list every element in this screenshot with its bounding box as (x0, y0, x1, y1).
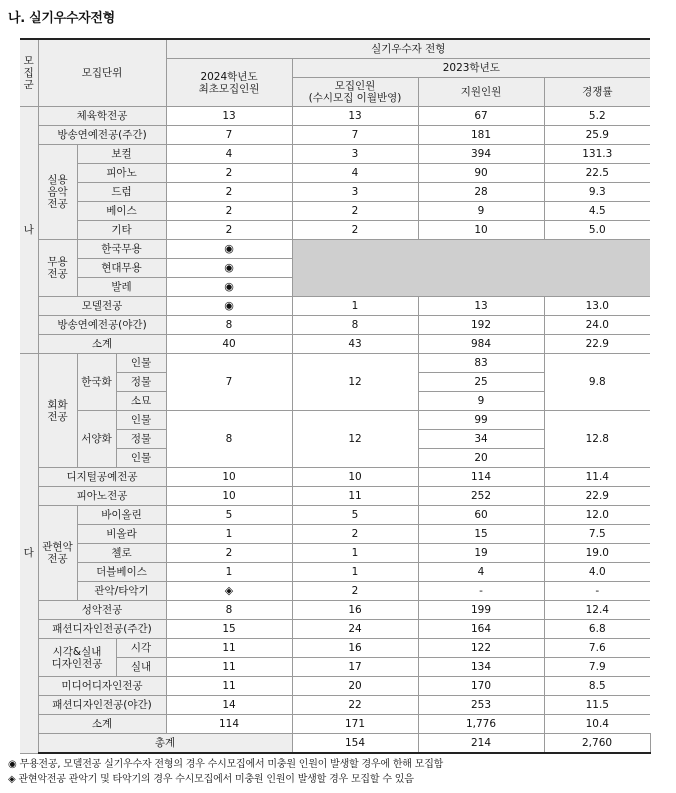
cell-applicants: 1,776 (418, 715, 544, 734)
table-row (20, 544, 650, 563)
total-row (20, 734, 650, 754)
cell-2024: 8 (166, 316, 292, 335)
cell-comp: 4.5 (544, 202, 650, 221)
cell-comp: 7.5 (544, 525, 650, 544)
cell-comp: 22.9 (544, 487, 650, 506)
cell-applicants: 13 (418, 297, 544, 316)
not-applicable-area (292, 240, 650, 297)
cell-applicants: 252 (418, 487, 544, 506)
table-row (20, 563, 650, 582)
cell-recruit: 12 (292, 411, 418, 468)
cell-comp: 4.0 (544, 563, 650, 582)
table-row (20, 411, 650, 430)
circle-mark-icon: ◉ (166, 297, 292, 316)
unit-name: 패션디자인전공(주간) (38, 620, 166, 639)
circle-mark-icon: ◉ (166, 259, 292, 278)
applied-music-group: 실용 음악 전공 (38, 145, 77, 240)
cell-applicants: 34 (418, 430, 544, 449)
cell-2024: 1 (166, 525, 292, 544)
unit-name: 바이올린 (77, 506, 166, 525)
table-row (20, 221, 650, 240)
unit-name: 서양화 (77, 411, 116, 468)
table-row (20, 468, 650, 487)
unit-name: 방송연예전공(야간) (38, 316, 166, 335)
sub-unit-name: 정물 (116, 430, 166, 449)
header-unit: 모집단위 (38, 39, 166, 107)
cell-recruit: 10 (292, 468, 418, 487)
cell-comp: 25.9 (544, 126, 650, 145)
cell-recruit: 3 (292, 183, 418, 202)
group-na: 나 (20, 107, 38, 354)
unit-name: 첼로 (77, 544, 166, 563)
total-label: 총계 (38, 734, 292, 754)
cell-applicants: 9 (418, 202, 544, 221)
cell-2024: 4 (166, 145, 292, 164)
cell-2024: 2 (166, 183, 292, 202)
cell-comp: 19.0 (544, 544, 650, 563)
cell-recruit: 16 (292, 639, 418, 658)
cell-comp: 22.5 (544, 164, 650, 183)
cell-comp: 11.4 (544, 468, 650, 487)
diamond-mark-icon: ◈ (166, 582, 292, 601)
cell-2024: 11 (166, 658, 292, 677)
header-group: 모 집 군 (20, 39, 38, 107)
table-row (20, 677, 650, 696)
table-row (20, 297, 650, 316)
table-row (20, 183, 650, 202)
admission-table (20, 38, 650, 754)
unit-name: 패션디자인전공(야간) (38, 696, 166, 715)
cell-recruit: 16 (292, 601, 418, 620)
cell-recruit: 11 (292, 487, 418, 506)
unit-name: 피아노전공 (38, 487, 166, 506)
cell-applicants: 90 (418, 164, 544, 183)
cell-2024: 40 (166, 335, 292, 354)
cell-2024: 5 (166, 506, 292, 525)
visual-design-group: 시각&실내 디자인전공 (38, 639, 116, 677)
circle-mark-icon: ◉ (166, 240, 292, 259)
table-row (20, 354, 650, 373)
cell-comp: 12.8 (544, 411, 650, 468)
sub-unit-name: 인물 (116, 449, 166, 468)
cell-2024: 114 (166, 715, 292, 734)
cell-2024: 14 (166, 696, 292, 715)
cell-2024: 2 (166, 164, 292, 183)
cell-applicants: 192 (418, 316, 544, 335)
cell-recruit: 13 (292, 107, 418, 126)
cell-recruit: 2 (292, 525, 418, 544)
cell-2024: 2 (166, 202, 292, 221)
header-competition: 경쟁률 (544, 78, 650, 107)
cell-applicants: 164 (418, 620, 544, 639)
table-row (20, 620, 650, 639)
subtotal-row (20, 335, 650, 354)
cell-recruit: 24 (292, 620, 418, 639)
cell-comp: 131.3 (544, 145, 650, 164)
cell-recruit: 43 (292, 335, 418, 354)
cell-recruit: 3 (292, 145, 418, 164)
cell-applicants: 25 (418, 373, 544, 392)
unit-name: 드럼 (77, 183, 166, 202)
cell-recruit: 2 (292, 221, 418, 240)
cell-recruit: 7 (292, 126, 418, 145)
cell-comp: 11.5 (544, 696, 650, 715)
cell-2024: 11 (166, 639, 292, 658)
cell-recruit: 20 (292, 677, 418, 696)
cell-applicants: 170 (418, 677, 544, 696)
cell-comp: - (544, 582, 650, 601)
table-row (20, 506, 650, 525)
cell-2024: 1 (166, 563, 292, 582)
cell-applicants: 28 (418, 183, 544, 202)
cell-applicants: 181 (418, 126, 544, 145)
subtotal-row (20, 715, 650, 734)
cell-comp: 12.4 (544, 601, 650, 620)
sub-unit-name: 정물 (116, 373, 166, 392)
cell-2024: 10 (166, 468, 292, 487)
unit-name: 체육학전공 (38, 107, 166, 126)
dance-group: 무용 전공 (38, 240, 77, 297)
cell-2024: 8 (166, 601, 292, 620)
cell-applicants: 394 (418, 145, 544, 164)
sub-unit-name: 인물 (116, 354, 166, 373)
cell-applicants: 83 (418, 354, 544, 373)
cell-applicants: 20 (418, 449, 544, 468)
cell-comp: 5.2 (544, 107, 650, 126)
cell-2024: 7 (166, 354, 292, 411)
cell-recruit: 8 (292, 316, 418, 335)
cell-2024: 2 (166, 544, 292, 563)
cell-applicants: 19 (418, 544, 544, 563)
cell-2024: 2 (166, 221, 292, 240)
cell-2024: 11 (166, 677, 292, 696)
unit-name: 베이스 (77, 202, 166, 221)
cell-recruit: 2 (292, 202, 418, 221)
unit-name: 성악전공 (38, 601, 166, 620)
unit-name: 기타 (77, 221, 166, 240)
cell-recruit: 1 (292, 563, 418, 582)
cell-applicants: 60 (418, 506, 544, 525)
cell-applicants: 199 (418, 601, 544, 620)
sub-unit-name: 소묘 (116, 392, 166, 411)
cell-applicants: 4 (418, 563, 544, 582)
cell-applicants: 253 (418, 696, 544, 715)
table-row (20, 164, 650, 183)
cell-2024: 7 (166, 126, 292, 145)
orchestra-group: 관현악 전공 (38, 506, 77, 601)
table-row (20, 696, 650, 715)
cell-comp: 6.8 (544, 620, 650, 639)
subtotal-label: 소계 (38, 715, 166, 734)
cell-comp: 10.4 (544, 715, 650, 734)
header-2023: 2023학년도 (292, 59, 650, 78)
header-exam: 실기우수자 전형 (166, 39, 650, 59)
cell-applicants: 67 (418, 107, 544, 126)
cell-comp: 7.9 (544, 658, 650, 677)
table-row (20, 126, 650, 145)
footnotes (8, 757, 443, 787)
table-row (20, 145, 650, 164)
cell-applicants: 9 (418, 392, 544, 411)
unit-name: 한국화 (77, 354, 116, 411)
cell-recruit: 171 (292, 715, 418, 734)
cell-2024: 15 (166, 620, 292, 639)
cell-comp: 5.0 (544, 221, 650, 240)
cell-comp: 9.8 (544, 354, 650, 411)
cell-2024: 8 (166, 411, 292, 468)
sub-unit-name: 인물 (116, 411, 166, 430)
cell-comp: 7.6 (544, 639, 650, 658)
cell-applicants: 114 (418, 468, 544, 487)
cell-applicants: - (418, 582, 544, 601)
unit-name: 한국무용 (77, 240, 166, 259)
unit-name: 디지털공예전공 (38, 468, 166, 487)
header-row-1 (20, 39, 650, 59)
table-row (20, 316, 650, 335)
cell-applicants: 2,760 (544, 734, 650, 754)
cell-comp: 24.0 (544, 316, 650, 335)
unit-name: 피아노 (77, 164, 166, 183)
circle-mark-icon: ◉ (166, 278, 292, 297)
cell-comp: 9.3 (544, 183, 650, 202)
cell-comp: 12.0 (544, 506, 650, 525)
unit-name: 관악/타악기 (77, 582, 166, 601)
unit-name: 시각 (116, 639, 166, 658)
cell-applicants: 99 (418, 411, 544, 430)
table-row (20, 525, 650, 544)
cell-recruit: 214 (418, 734, 544, 754)
unit-name: 현대무용 (77, 259, 166, 278)
cell-2024: 13 (166, 107, 292, 126)
unit-name: 비올라 (77, 525, 166, 544)
unit-name: 모델전공 (38, 297, 166, 316)
cell-comp: 22.9 (544, 335, 650, 354)
header-2024: 2024학년도 최초모집인원 (166, 59, 292, 107)
header-recruit: 모집인원 (수시모집 이월반영) (292, 78, 418, 107)
table-row (20, 639, 650, 658)
cell-recruit: 1 (292, 544, 418, 563)
cell-applicants: 10 (418, 221, 544, 240)
unit-name: 보컬 (77, 145, 166, 164)
group-da: 다 (20, 354, 38, 754)
unit-name: 더블베이스 (77, 563, 166, 582)
table-row (20, 202, 650, 221)
table-row (20, 107, 650, 126)
footnote-diamond: ◈ 관현악전공 관악기 및 타악기의 경우 수시모집에서 미충원 인원이 발생할 경우 모집할 수 있음 (8, 774, 414, 785)
cell-recruit: 4 (292, 164, 418, 183)
cell-2024: 154 (292, 734, 418, 754)
cell-applicants: 15 (418, 525, 544, 544)
table-row (20, 582, 650, 601)
cell-applicants: 984 (418, 335, 544, 354)
header-applicants: 지원인원 (418, 78, 544, 107)
footnote-circle: ◉ 무용전공, 모델전공 실기우수자 전형의 경우 수시모집에서 미충원 인원이 발생할 경우에 한해 모집함 (8, 759, 444, 770)
cell-recruit: 22 (292, 696, 418, 715)
unit-name: 발레 (77, 278, 166, 297)
cell-2024: 10 (166, 487, 292, 506)
cell-recruit: 17 (292, 658, 418, 677)
section-title: 나. 실기우수자전형 (8, 11, 115, 26)
painting-group: 회화 전공 (38, 354, 77, 468)
cell-recruit: 12 (292, 354, 418, 411)
cell-recruit: 5 (292, 506, 418, 525)
subtotal-label: 소계 (38, 335, 166, 354)
table-row (20, 240, 650, 259)
table-row (20, 487, 650, 506)
cell-recruit: 2 (292, 582, 418, 601)
cell-comp: 8.5 (544, 677, 650, 696)
unit-name: 실내 (116, 658, 166, 677)
cell-recruit: 1 (292, 297, 418, 316)
cell-comp: 13.0 (544, 297, 650, 316)
unit-name: 방송연예전공(주간) (38, 126, 166, 145)
cell-applicants: 134 (418, 658, 544, 677)
cell-applicants: 122 (418, 639, 544, 658)
table-row (20, 601, 650, 620)
unit-name: 미디어디자인전공 (38, 677, 166, 696)
